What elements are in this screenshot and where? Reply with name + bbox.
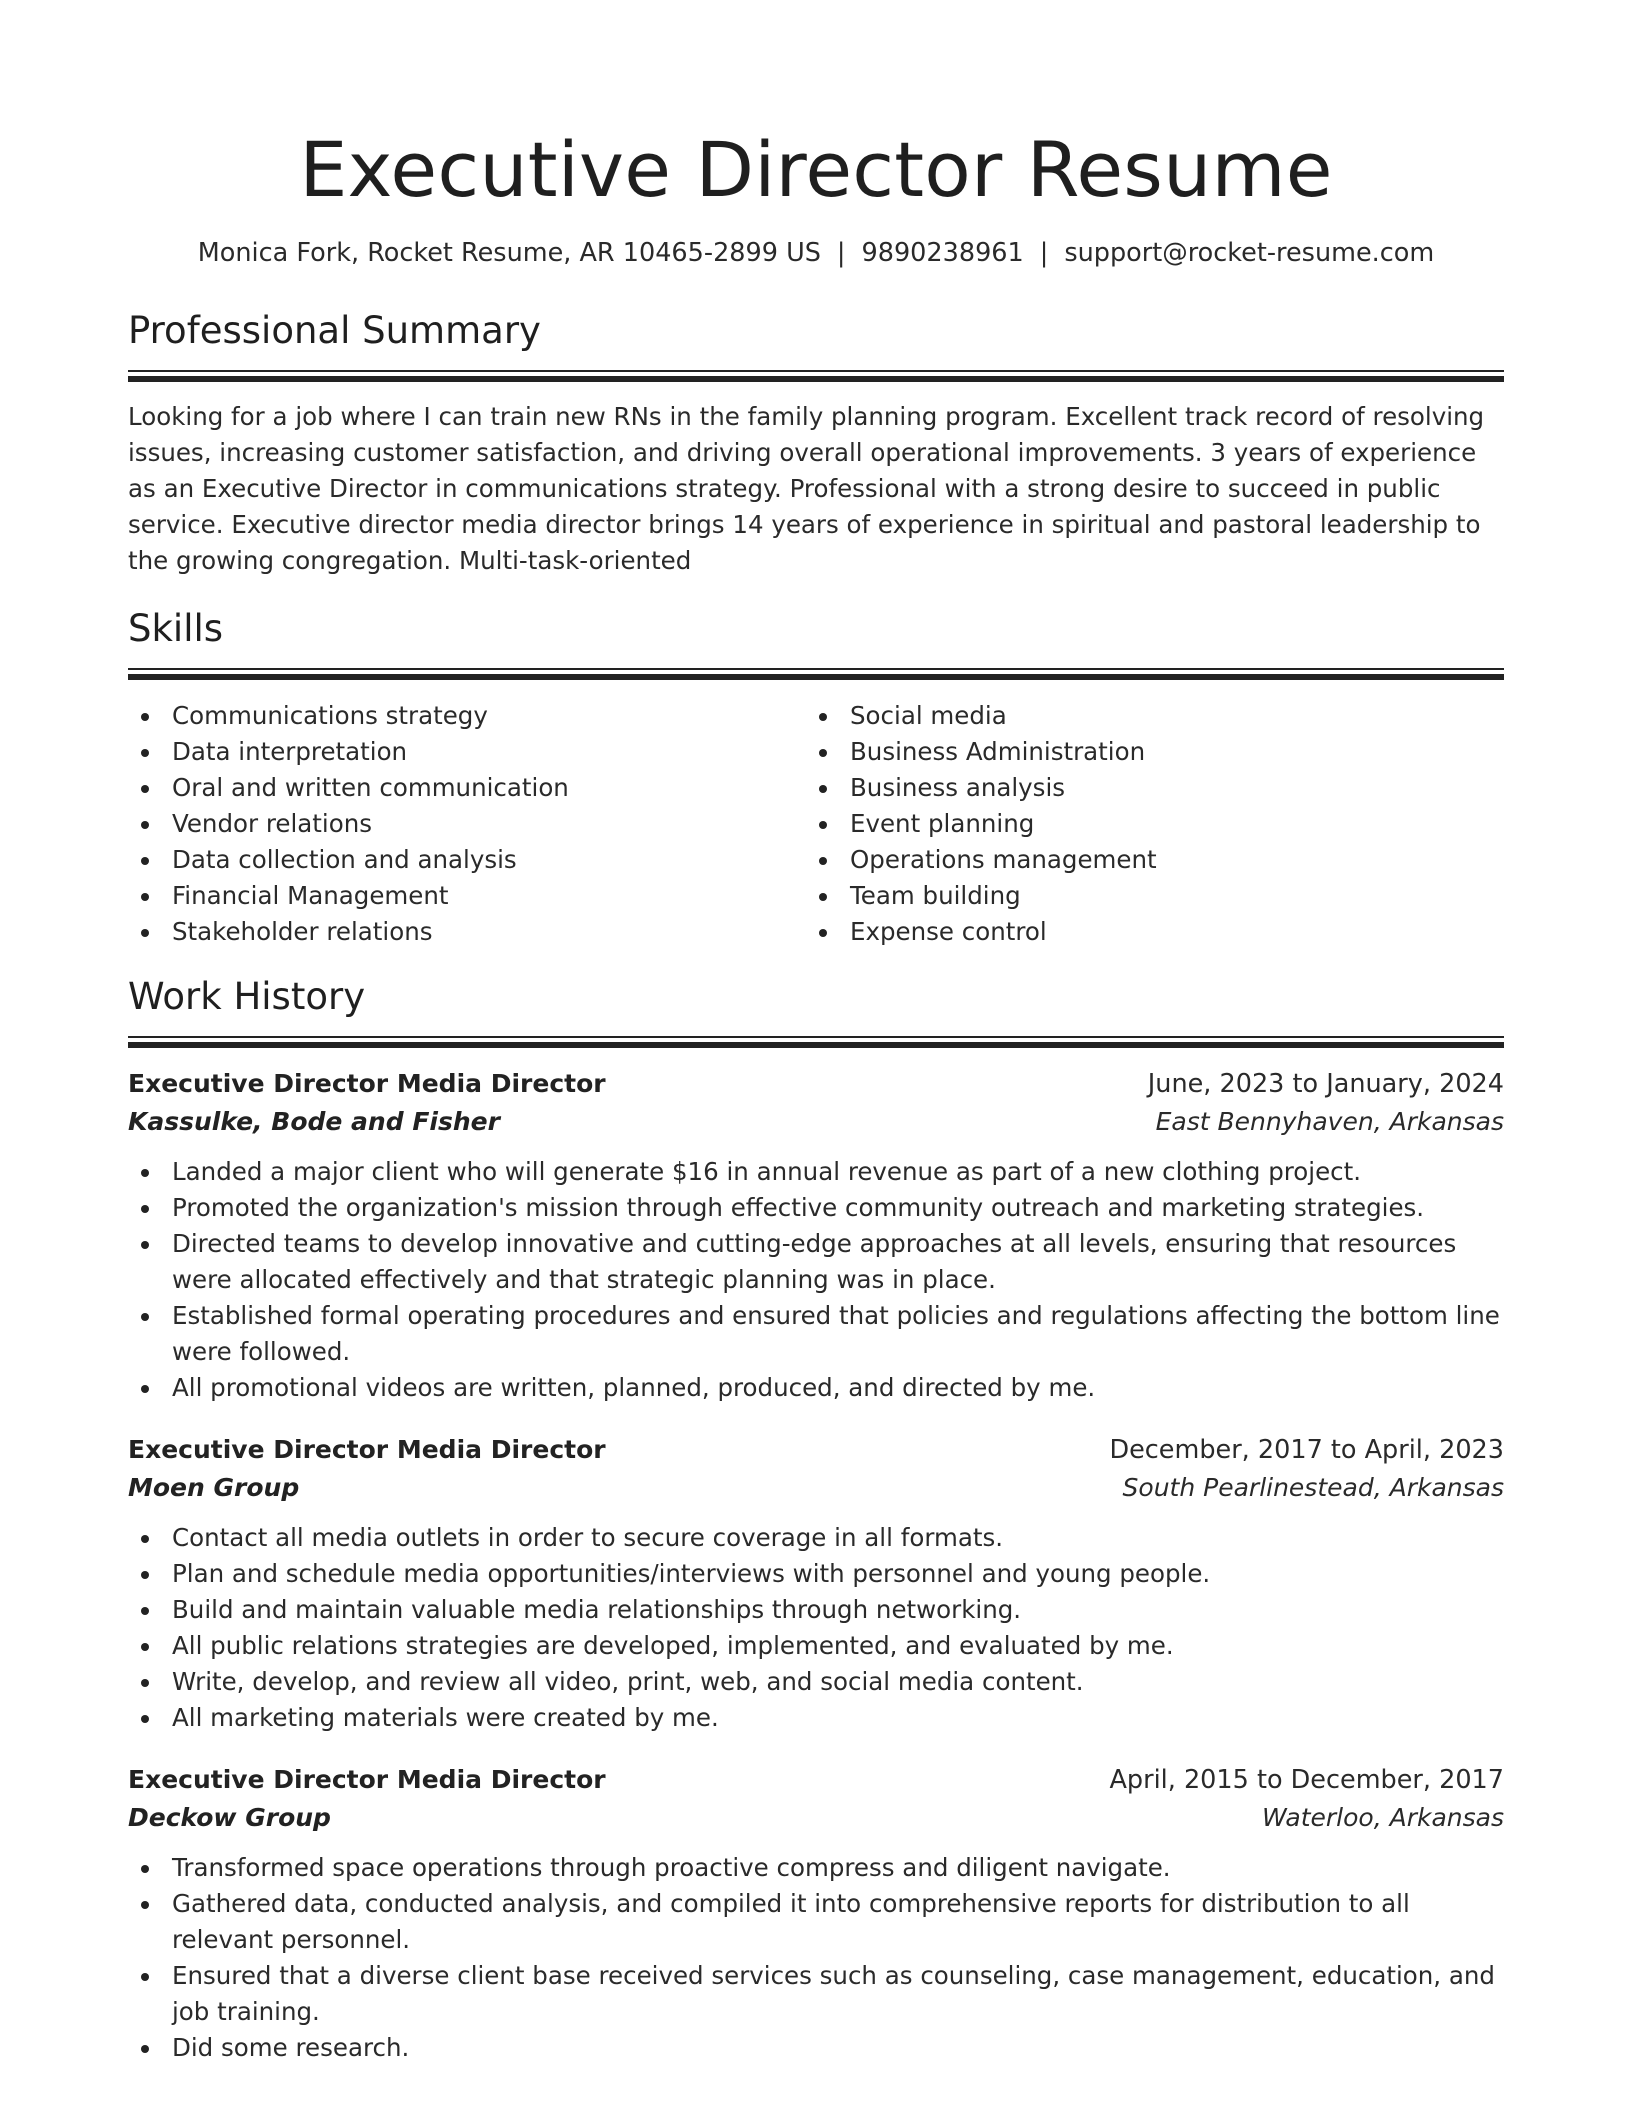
job-entry bbox=[128, 1761, 1504, 2066]
job-subheader bbox=[128, 1799, 1504, 1837]
skill-item: Social media bbox=[806, 698, 1484, 734]
job-entry bbox=[128, 1065, 1504, 1406]
job-bullet: Plan and schedule media opportunities/interviews with personnel and young people. bbox=[128, 1556, 1504, 1592]
skill-item: Stakeholder relations bbox=[128, 914, 806, 950]
job-bullet: Established formal operating procedures and ensured that policies and regulations affecting the bottom line were followed. bbox=[128, 1298, 1504, 1370]
job-dates: December, 2017 to April, 2023 bbox=[1109, 1435, 1504, 1465]
job-title: Executive Director Media Director bbox=[128, 1435, 606, 1464]
job-bullet: All marketing materials were created by me. bbox=[128, 1700, 1504, 1736]
job-header bbox=[128, 1761, 1504, 1799]
summary-section bbox=[128, 308, 1504, 579]
job-company: Kassulke, Bode and Fisher bbox=[128, 1107, 500, 1136]
section-divider bbox=[128, 370, 1504, 382]
job-header bbox=[128, 1431, 1504, 1469]
job-company: Deckow Group bbox=[128, 1803, 331, 1832]
skills-columns bbox=[128, 698, 1504, 950]
job-bullet: Ensured that a diverse client base received services such as counseling, case management, education, and job training. bbox=[128, 1958, 1504, 2030]
job-bullet: All promotional videos are written, planned, produced, and directed by me. bbox=[128, 1370, 1504, 1406]
summary-heading: Professional Summary bbox=[128, 309, 541, 352]
job-company: Moen Group bbox=[128, 1473, 300, 1502]
contact-address: Monica Fork, Rocket Resume, AR 10465-2899 US bbox=[197, 238, 821, 268]
resume-page bbox=[128, 0, 1504, 2066]
job-title: Executive Director Media Director bbox=[128, 1765, 606, 1794]
skill-item: Operations management bbox=[806, 842, 1484, 878]
job-bullet: Transformed space operations through proactive compress and diligent navigate. bbox=[128, 1850, 1504, 1886]
job-bullets bbox=[128, 1850, 1504, 2066]
skill-item: Vendor relations bbox=[128, 806, 806, 842]
skill-item: Data interpretation bbox=[128, 734, 806, 770]
job-header bbox=[128, 1065, 1504, 1103]
section-divider bbox=[128, 1036, 1504, 1048]
job-bullets bbox=[128, 1154, 1504, 1406]
job-title: Executive Director Media Director bbox=[128, 1069, 606, 1098]
skills-section bbox=[128, 606, 1504, 950]
job-bullet: Landed a major client who will generate $16 in annual revenue as part of a new clothing project. bbox=[128, 1154, 1504, 1190]
job-bullet: Promoted the organization's mission through effective community outreach and marketing strategies. bbox=[128, 1190, 1504, 1226]
job-bullet: Directed teams to develop innovative and cutting-edge approaches at all levels, ensuring that resources were allocated effectively and that strategic planning was in place. bbox=[128, 1226, 1504, 1298]
job-bullet: Did some research. bbox=[128, 2030, 1504, 2066]
contact-separator: | bbox=[1039, 238, 1049, 268]
work-history-heading: Work History bbox=[128, 975, 366, 1018]
job-bullet: All public relations strategies are developed, implemented, and evaluated by me. bbox=[128, 1628, 1504, 1664]
skills-left-column bbox=[128, 698, 806, 950]
skill-item: Business analysis bbox=[806, 770, 1484, 806]
skill-item: Communications strategy bbox=[128, 698, 806, 734]
skill-item: Business Administration bbox=[806, 734, 1484, 770]
contact-phone: 9890238961 bbox=[861, 238, 1024, 268]
job-dates: April, 2015 to December, 2017 bbox=[1109, 1765, 1504, 1795]
job-subheader bbox=[128, 1103, 1504, 1141]
section-divider bbox=[128, 668, 1504, 680]
skill-item: Data collection and analysis bbox=[128, 842, 806, 878]
skills-heading: Skills bbox=[128, 607, 224, 650]
contact-email: support@rocket-resume.com bbox=[1064, 238, 1435, 268]
skill-item: Team building bbox=[806, 878, 1484, 914]
job-bullet: Build and maintain valuable media relationships through networking. bbox=[128, 1592, 1504, 1628]
job-dates: June, 2023 to January, 2024 bbox=[1147, 1069, 1504, 1099]
document-title: Executive Director Resume bbox=[299, 125, 1333, 214]
job-bullet: Gathered data, conducted analysis, and compiled it into comprehensive reports for distribution to all relevant personnel. bbox=[128, 1886, 1504, 1958]
job-location: East Bennyhaven, Arkansas bbox=[1155, 1107, 1504, 1136]
skill-item: Event planning bbox=[806, 806, 1484, 842]
job-location: Waterloo, Arkansas bbox=[1262, 1803, 1504, 1832]
job-bullets bbox=[128, 1520, 1504, 1736]
skills-right-column bbox=[806, 698, 1484, 950]
skill-item: Oral and written communication bbox=[128, 770, 806, 806]
job-location: South Pearlinestead, Arkansas bbox=[1122, 1473, 1504, 1502]
job-subheader bbox=[128, 1469, 1504, 1507]
skill-item: Financial Management bbox=[128, 878, 806, 914]
job-bullet: Write, develop, and review all video, print, web, and social media content. bbox=[128, 1664, 1504, 1700]
contact-separator: | bbox=[836, 238, 846, 268]
summary-text: Looking for a job where I can train new RNs in the family planning program. Excellent track record of resolving issues, increasing customer satisfaction, and driving overall operational improvements. 3 years of experience as an Executive Director in communications strategy. Professional with a strong desire to succeed in public service. Executive director media director brings 14 years of experience in spiritual and pastoral leadership to the growing congregation. Multi-task-oriented bbox=[128, 402, 1485, 575]
work-history-section bbox=[128, 974, 1504, 2066]
contact-line bbox=[128, 236, 1504, 270]
skill-item: Expense control bbox=[806, 914, 1484, 950]
job-bullet: Contact all media outlets in order to secure coverage in all formats. bbox=[128, 1520, 1504, 1556]
job-entry bbox=[128, 1431, 1504, 1736]
